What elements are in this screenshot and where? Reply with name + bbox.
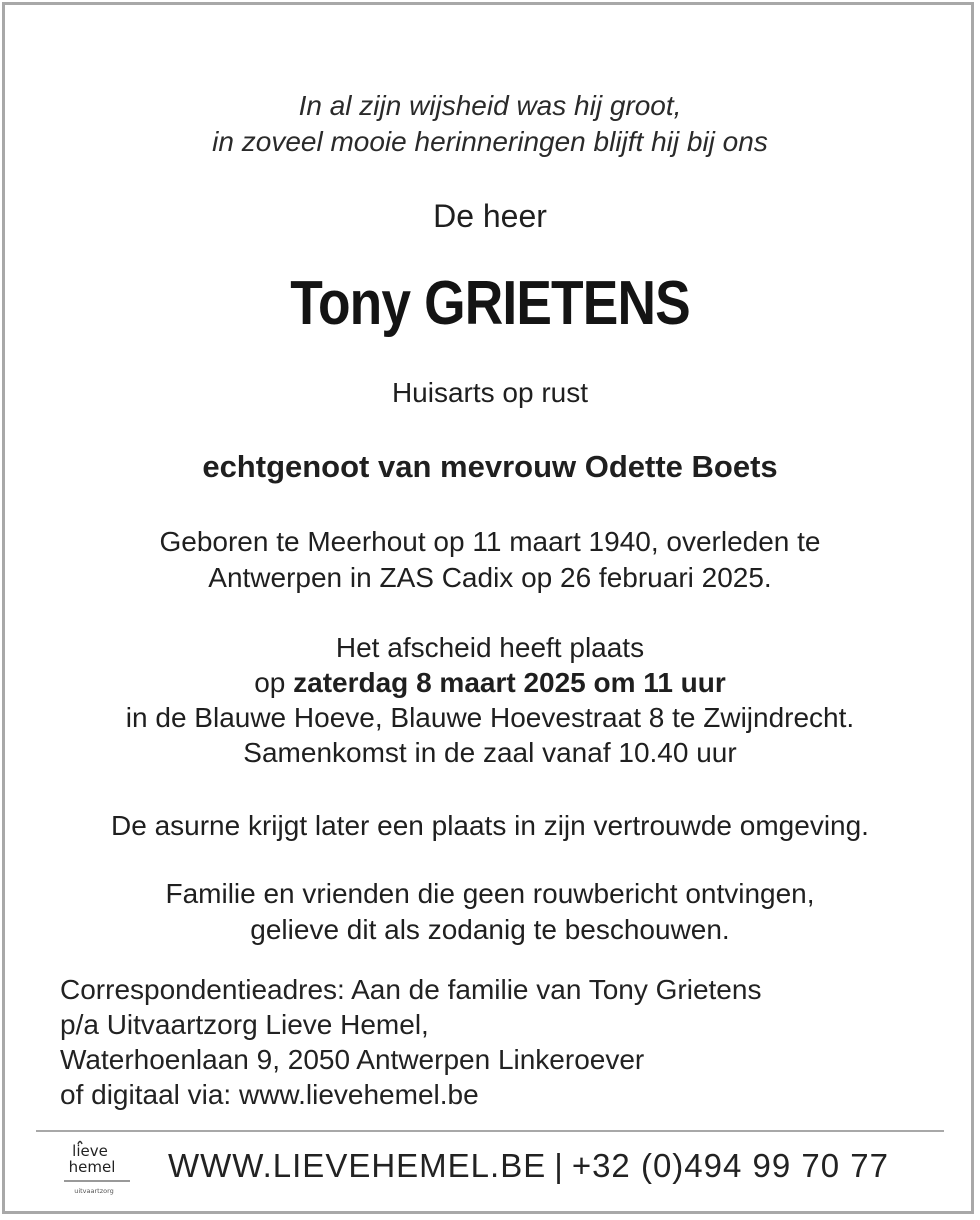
ceremony-location: in de Blauwe Hoeve, Blauwe Hoevestraat 8 te Zwijndrecht.	[125, 702, 855, 733]
footer-contact	[168, 1146, 889, 1186]
ceremony-line-1: Het afscheid heeft plaats	[335, 632, 645, 663]
ceremony-date: zaterdag 8 maart 2025 om 11 uur	[293, 667, 726, 698]
footer-separator: |	[554, 1147, 564, 1184]
correspondence-address	[60, 972, 761, 1112]
footer-divider	[36, 1130, 944, 1132]
family-line-2: gelieve dit als zodanig te beschouwen.	[250, 914, 730, 945]
address-line-1: Correspondentieadres: Aan de familie van Tony Grietens	[60, 974, 762, 1005]
birth-line-2: Antwerpen in ZAS Cadix op 26 februari 2025.	[208, 562, 772, 593]
logo-text-lieve: lieve	[72, 1142, 108, 1160]
address-line-3: Waterhoenlaan 9, 2050 Antwerpen Linkeroever	[60, 1044, 645, 1075]
birth-line-1: Geboren te Meerhout op 11 maart 1940, overleden te	[159, 526, 821, 557]
family-note	[0, 876, 980, 948]
ceremony-details	[0, 630, 980, 770]
profession: Huisarts op rust	[391, 377, 589, 408]
logo-text-hemel: hemel	[68, 1158, 116, 1176]
ceremony-date-prefix: op	[254, 667, 294, 698]
spouse-line: echtgenoot van mevrouw Odette Boets	[202, 449, 778, 484]
footer-phone[interactable]: +32 (0)494 99 70 77	[571, 1147, 889, 1184]
address-line-4: of digitaal via: www.lievehemel.be	[60, 1079, 479, 1110]
ceremony-line-2	[0, 665, 980, 700]
ceremony-gathering: Samenkomst in de zaal vanaf 10.40 uur	[243, 737, 737, 768]
urn-note: De asurne krijgt later een plaats in zijn vertrouwde omgeving.	[111, 810, 869, 841]
lieve-hemel-logo-icon	[60, 1138, 140, 1198]
address-line-2: p/a Uitvaartzorg Lieve Hemel,	[60, 1009, 429, 1040]
honorific-title: De heer	[433, 198, 547, 234]
quote-line-1: In al zijn wijsheid was hij groot,	[298, 90, 682, 121]
birth-death-details	[0, 524, 980, 596]
memorial-quote	[0, 88, 980, 160]
footer-website[interactable]: WWW.LIEVEHEMEL.BE	[168, 1147, 547, 1184]
logo-text-uitvaartzorg: uitvaartzorg	[74, 1187, 114, 1195]
deceased-name: Tony GRIETENS	[290, 269, 690, 338]
family-line-1: Familie en vrienden die geen rouwbericht ontvingen,	[165, 878, 815, 909]
quote-line-2: in zoveel mooie herinneringen blijft hij bij ons	[212, 126, 768, 157]
